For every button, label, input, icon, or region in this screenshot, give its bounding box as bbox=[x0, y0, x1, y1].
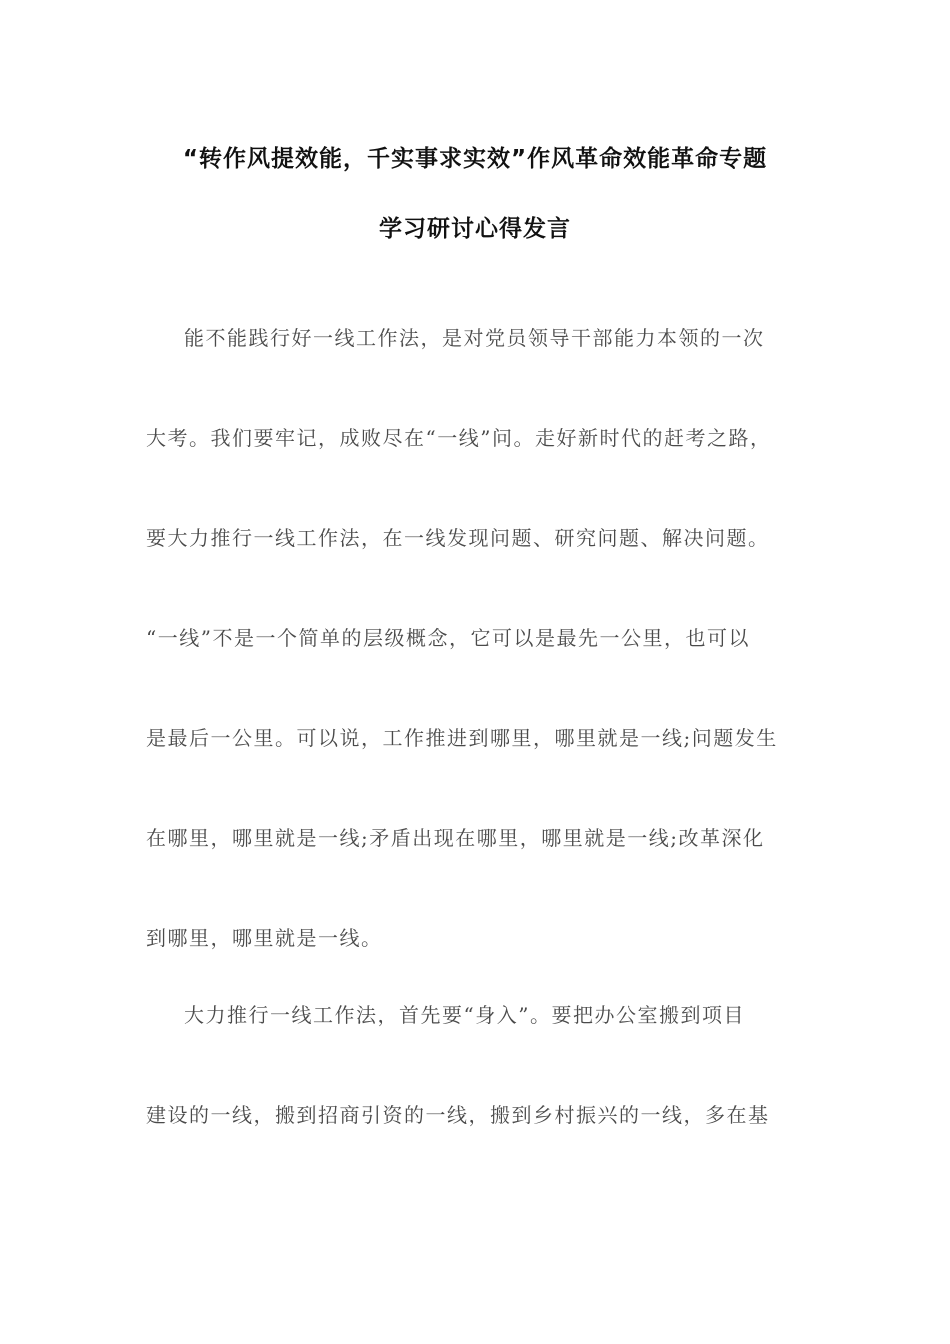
paragraph-1-line-3: 要大力推行一线工作法，在一线发现问题、研究问题、解决问题。 bbox=[146, 526, 770, 550]
paragraph-2-line-1: 大力推行一线工作法，首先要“身入”。要把办公室搬到项目 bbox=[184, 1003, 745, 1027]
paragraph-2-line-2: 建设的一线，搬到招商引资的一线，搬到乡村振兴的一线，多在基 bbox=[146, 1103, 770, 1127]
document-title-line-1: “转作风提效能，千实事求实效”作风革命效能革命专题 bbox=[182, 146, 768, 172]
paragraph-1-line-1: 能不能践行好一线工作法，是对党员领导干部能力本领的一次 bbox=[184, 326, 765, 350]
document-title-line-2: 学习研讨心得发言 bbox=[379, 216, 571, 242]
paragraph-1-line-2: 大考。我们要牢记，成败尽在“一线”问。走好新时代的赶考之路， bbox=[146, 426, 772, 450]
paragraph-1-line-4: “一线”不是一个简单的层级概念，它可以是最先一公里，也可以 bbox=[146, 626, 750, 650]
paragraph-1-line-7: 到哪里，哪里就是一线。 bbox=[146, 926, 383, 950]
paragraph-1-line-5: 是最后一公里。可以说，工作推进到哪里，哪里就是一线;问题发生 bbox=[146, 726, 778, 750]
paragraph-1-line-6: 在哪里，哪里就是一线;矛盾出现在哪里，哪里就是一线;改革深化 bbox=[146, 826, 765, 850]
